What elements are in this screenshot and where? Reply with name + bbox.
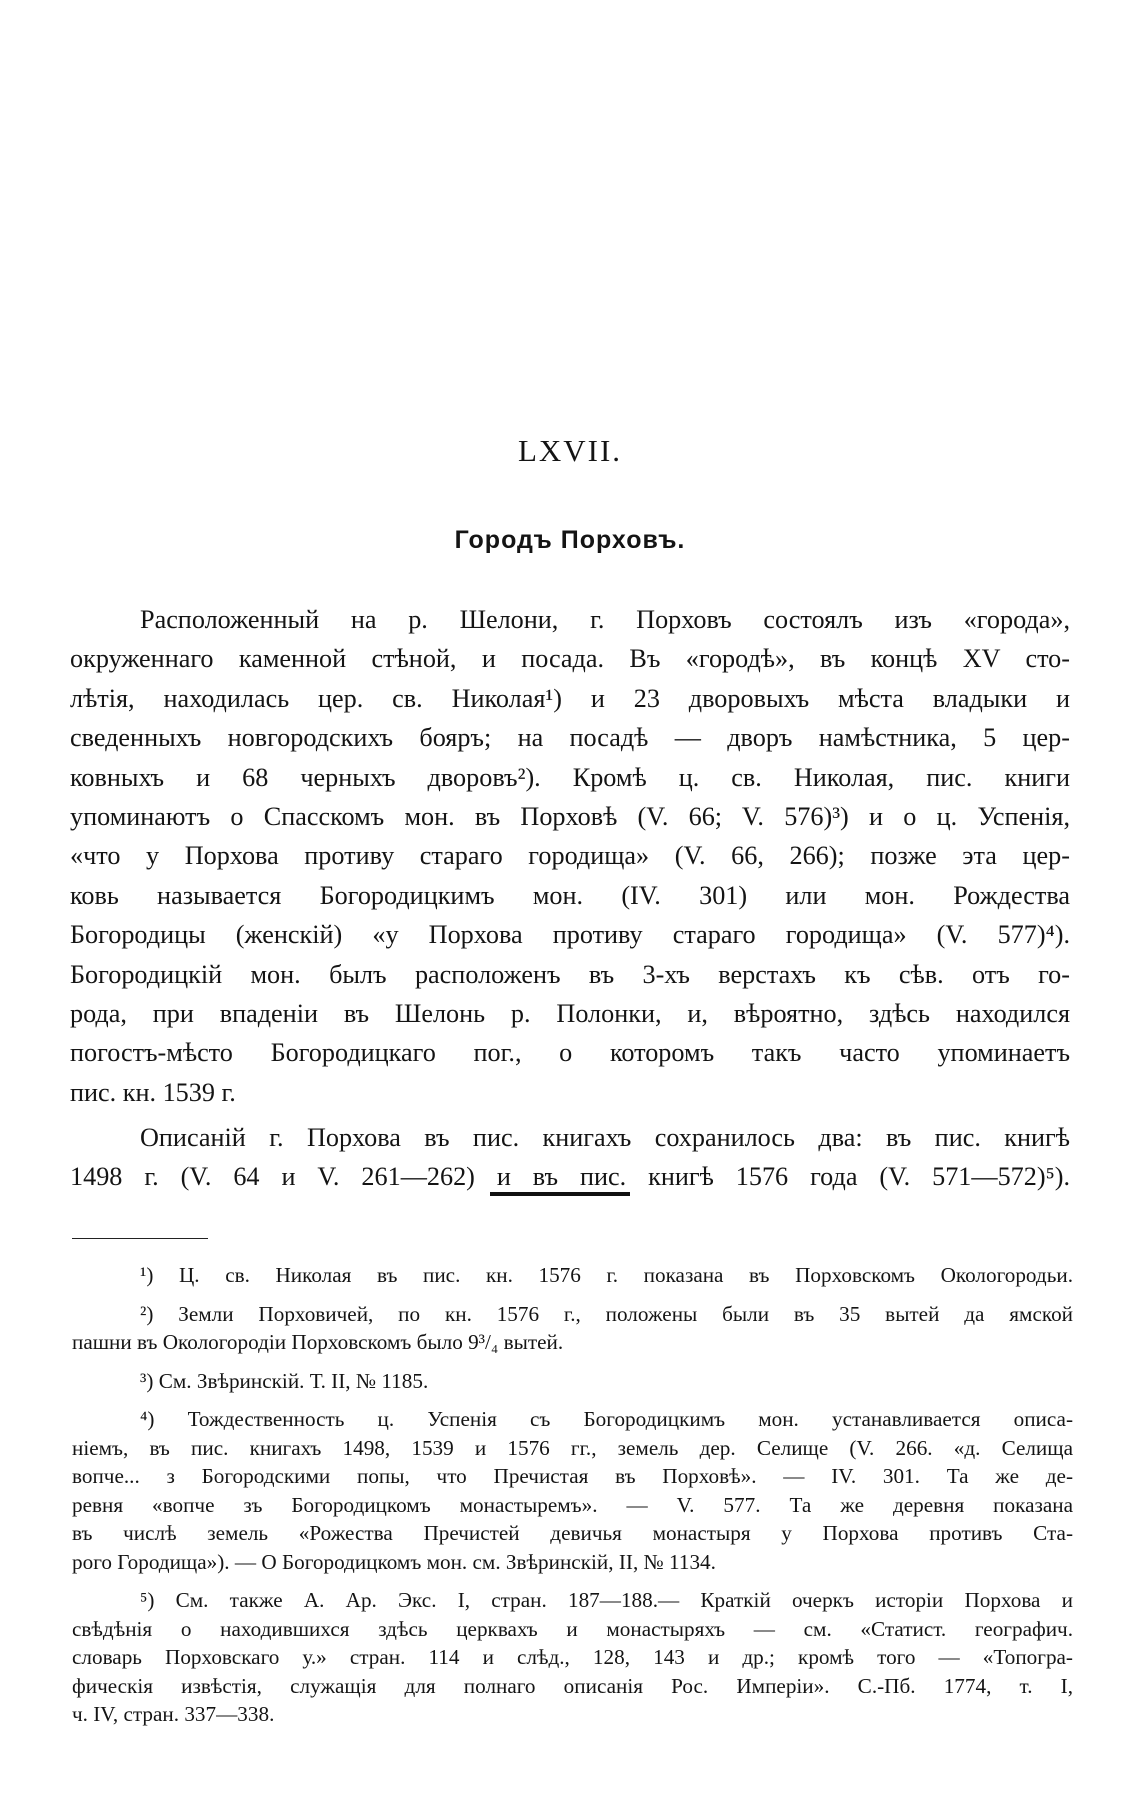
footnote-line: словарь Порховскаго у.» стран. 114 и слѣд., 128, 143 и др.; кромѣ того — «Топогра-: [72, 1645, 1073, 1669]
footnote-rule: [72, 1238, 208, 1239]
footnote-line: ніемъ, въ пис. книгахъ 1498, 1539 и 1576 гг., земель дер. Селище (V. 266. «д. Селища: [72, 1435, 1073, 1460]
body-line: погостъ-мѣсто Богородицкаго пог., о которомъ такъ часто упоминаетъ: [70, 1038, 1070, 1068]
footnotes: [72, 1261, 1073, 1729]
body-line: окруженнаго каменной стѣной, и посада. Въ «городѣ», въ концѣ XV сто-: [70, 644, 1070, 674]
footnote-line: въ числѣ земель «Рожества Пречистей девичья монастыря у Порхова противъ Ста-: [72, 1521, 1073, 1545]
footnote-1: ¹) Ц. св. Николая въ пис. кн. 1576 г. показана въ Порховскомъ Окологородьи.: [140, 1263, 1073, 1287]
body-line: рода, при впаденіи въ Шелонь р. Полонки, и, вѣроятно, здѣсь находился: [70, 998, 1070, 1028]
body-line: упоминаютъ о Спасскомъ мон. въ Порховѣ (V. 66; V. 576)³) и о ц. Успенія,: [70, 801, 1070, 831]
footnote-line: рого Городища»). — О Богородицкомъ мон. см. Звѣринскій, II, № 1134.: [72, 1549, 716, 1574]
body-line: Богородицкій мон. былъ расположенъ въ 3-хъ верстахъ къ сѣв. отъ го-: [70, 959, 1070, 989]
footnote-line: фическія извѣстія, служащія для полнаго описанія Рос. Имперіи». С.-Пб. 1774, т. I,: [72, 1673, 1073, 1698]
body-line: лѣтія, находилась цер. св. Николая¹) и 23 дворовыхъ мѣста владыки и: [70, 683, 1070, 713]
footnote-line: ч. IV, стран. 337—338.: [72, 1702, 275, 1726]
footnote-line: пашни въ Окологородіи Порховскомъ было 9³/₄ вытей.: [72, 1330, 564, 1354]
body-line: ковь называется Богородицкимъ мон. (IV. 301) или мон. Рождества: [70, 880, 1070, 910]
body-text: [70, 600, 1070, 1197]
footnote-5: ⁵) См. также А. Ар. Экс. I, стран. 187—188.— Краткій очеркъ исторіи Порхова и: [140, 1588, 1073, 1612]
section-separator: [490, 1192, 630, 1196]
footnote-4: ⁴) Тождественность ц. Успенія съ Богородицкимъ мон. устанавливается описа-: [140, 1407, 1073, 1431]
footnote-line: свѣдѣнія о находившихся здѣсь церквахъ и монастыряхъ — см. «Статист. географич.: [72, 1616, 1073, 1641]
body-line: «что у Порхова противу стараго городища» (V. 66, 266); позже эта цер-: [70, 841, 1070, 871]
chapter-title: Городъ Порховъ.: [454, 526, 686, 554]
footnote-line: вопче... з Богородскими попы, что Пречистая въ Порховѣ». — IV. 301. Та же де-: [72, 1464, 1073, 1488]
body-line: пис. кн. 1539 г.: [70, 1077, 236, 1107]
footnote-line: ревня «вопче зъ Богородицкомъ монастыремъ». — V. 577. Та же деревня показана: [72, 1492, 1073, 1517]
body-line: Богородицы (женскій) «у Порхова противу стараго городища» (V. 577)⁴).: [70, 920, 1070, 950]
body-line: Описаній г. Порхова въ пис. книгахъ сохранилось два: въ пис. книгѣ: [140, 1123, 1070, 1153]
footnote-2: ²) Земли Порховичей, по кн. 1576 г., положены были въ 35 вытей да ямской: [140, 1301, 1073, 1326]
footnote-3: ³) См. Звѣринскій. Т. II, № 1185.: [140, 1368, 429, 1393]
chapter-number: LXVII.: [517, 433, 623, 468]
body-line: ковныхъ и 68 черныхъ дворовъ²). Кромѣ ц. св. Николая, пис. книги: [70, 762, 1070, 792]
body-line: 1498 г. (V. 64 и V. 261—262) и въ пис. книгѣ 1576 года (V. 571—572)⁵).: [70, 1162, 1070, 1192]
body-line: Расположенный на р. Шелони, г. Порховъ состоялъ изъ «города»,: [140, 605, 1070, 634]
body-line: сведенныхъ новгородскихъ бояръ; на посадѣ — дворъ намѣстника, 5 цер-: [70, 723, 1070, 753]
